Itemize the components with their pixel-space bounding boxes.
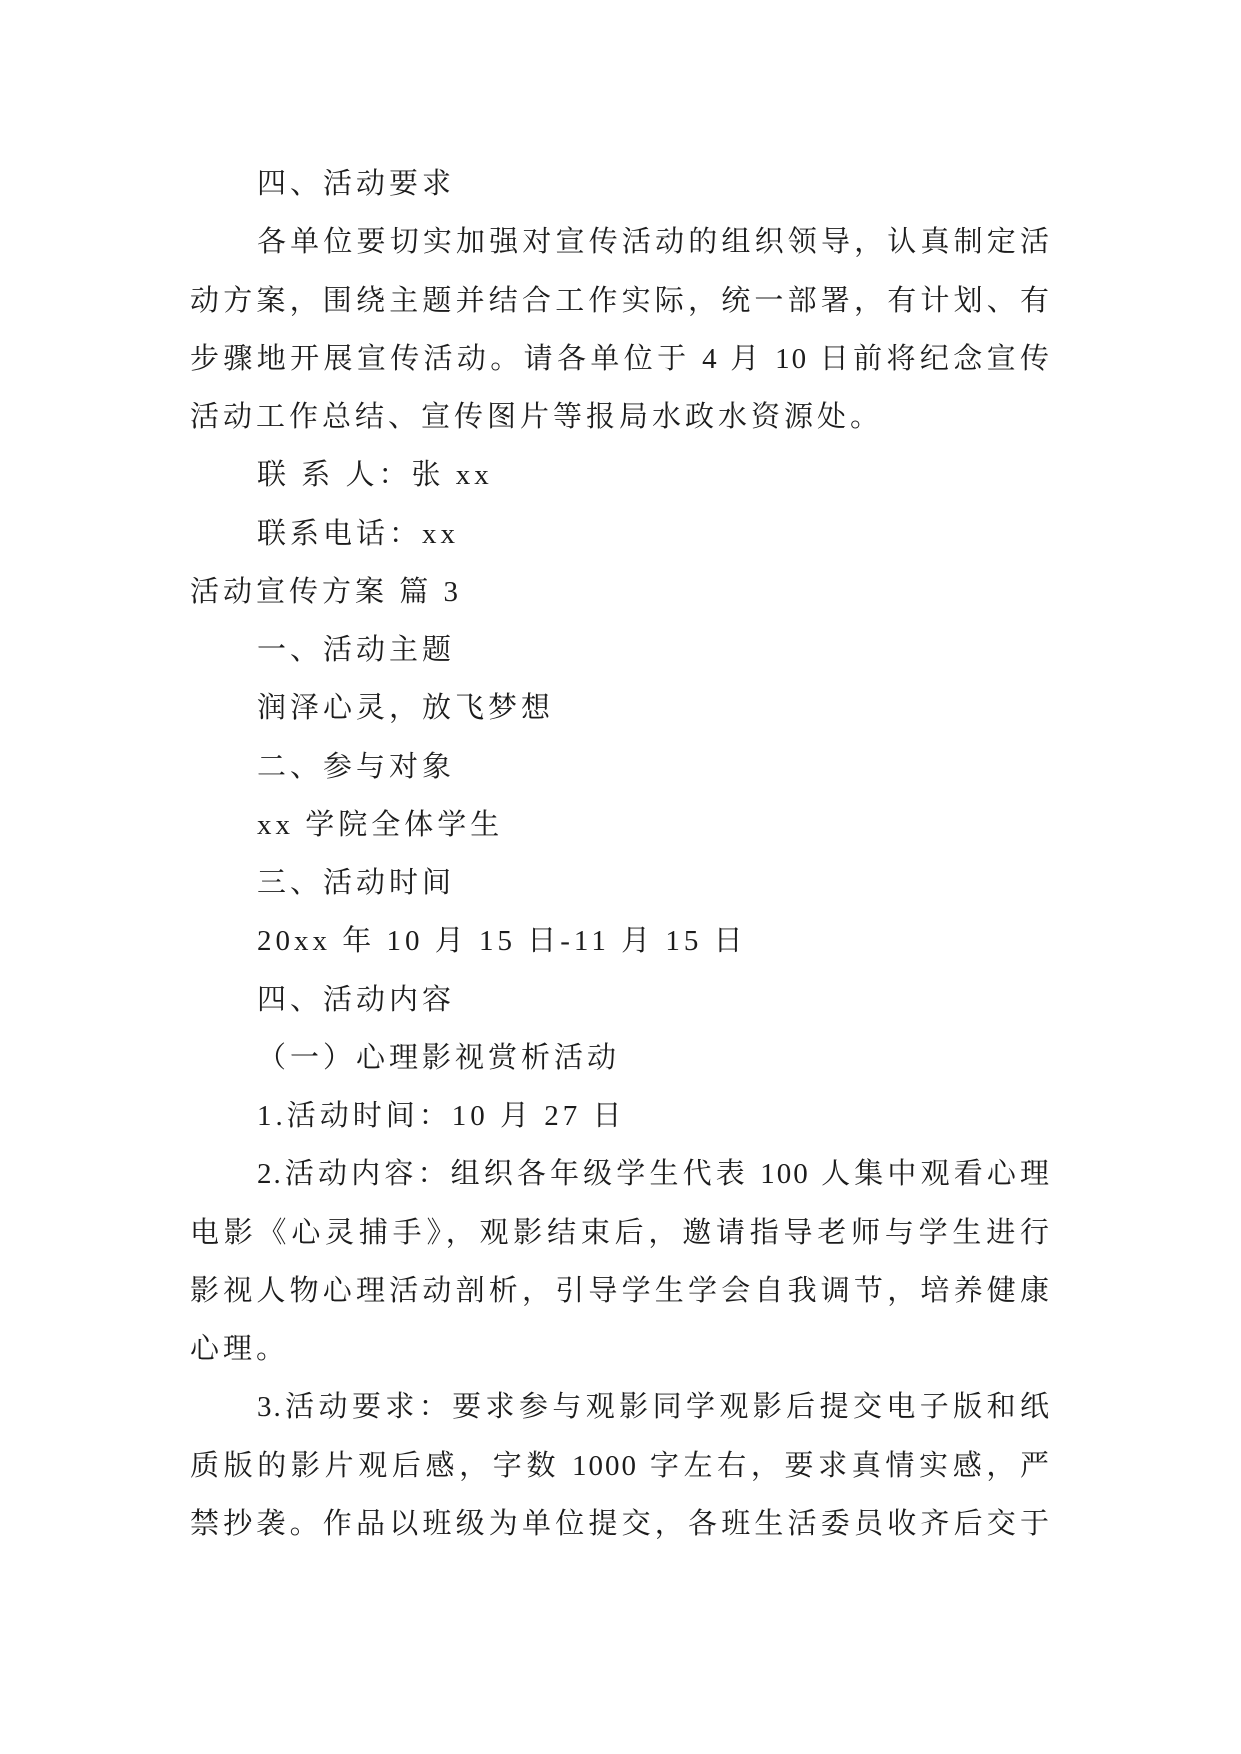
contact-phone: 联系电话：xx [257, 517, 460, 550]
subsection-heading: （一）心理影视赏析活动 [257, 1041, 621, 1074]
contact-person: 联 系 人：张 xx [257, 459, 493, 492]
section-heading: 四、活动内容 [257, 983, 456, 1016]
paragraph-line: 3.活动要求：要求参与观影同学观影后提交电子版和纸 [257, 1391, 1051, 1424]
paragraph-line: 活动工作总结、宣传图片等报局水政水资源处。 [190, 401, 884, 433]
section-heading: 二、参与对象 [257, 750, 456, 783]
participants-text: xx 学院全体学生 [257, 808, 504, 841]
section-heading: 一、活动主题 [257, 634, 456, 666]
paragraph-line: 心理。 [190, 1333, 290, 1365]
section-heading: 四、活动要求 [257, 168, 456, 200]
paragraph-line: 动方案，围绕主题并结合工作实际，统一部署，有计划、有 [190, 284, 1051, 317]
paragraph-line: 电影《心灵捕手》，观影结束后，邀请指导老师与学生进行 [190, 1216, 1051, 1249]
activity-requirements-section [190, 155, 1051, 563]
theme-text: 润泽心灵，放飞梦想 [257, 692, 555, 725]
paragraph-line: 质版的影片观后感，字数 1000 字左右，要求真情实感，严 [190, 1449, 1051, 1482]
document-body [190, 155, 1051, 1553]
time-text: 20xx 年 10 月 15 日-11 月 15 日 [257, 925, 747, 958]
plan-3-section [190, 563, 1051, 1553]
section-heading: 三、活动时间 [257, 867, 456, 899]
plan-title: 活动宣传方案 篇 3 [190, 575, 463, 608]
paragraph-line: 2.活动内容：组织各年级学生代表 100 人集中观看心理 [257, 1158, 1051, 1191]
paragraph-line: 步骤地开展宣传活动。请各单位于 4 月 10 日前将纪念宣传 [190, 342, 1051, 375]
paragraph-line: 影视人物心理活动剖析，引导学生学会自我调节，培养健康 [190, 1274, 1051, 1307]
paragraph-line: 禁抄袭。作品以班级为单位提交，各班生活委员收齐后交于 [190, 1507, 1051, 1540]
paragraph-line: 各单位要切实加强对宣传活动的组织领导，认真制定活 [257, 226, 1051, 259]
list-item: 1.活动时间：10 月 27 日 [257, 1100, 626, 1132]
